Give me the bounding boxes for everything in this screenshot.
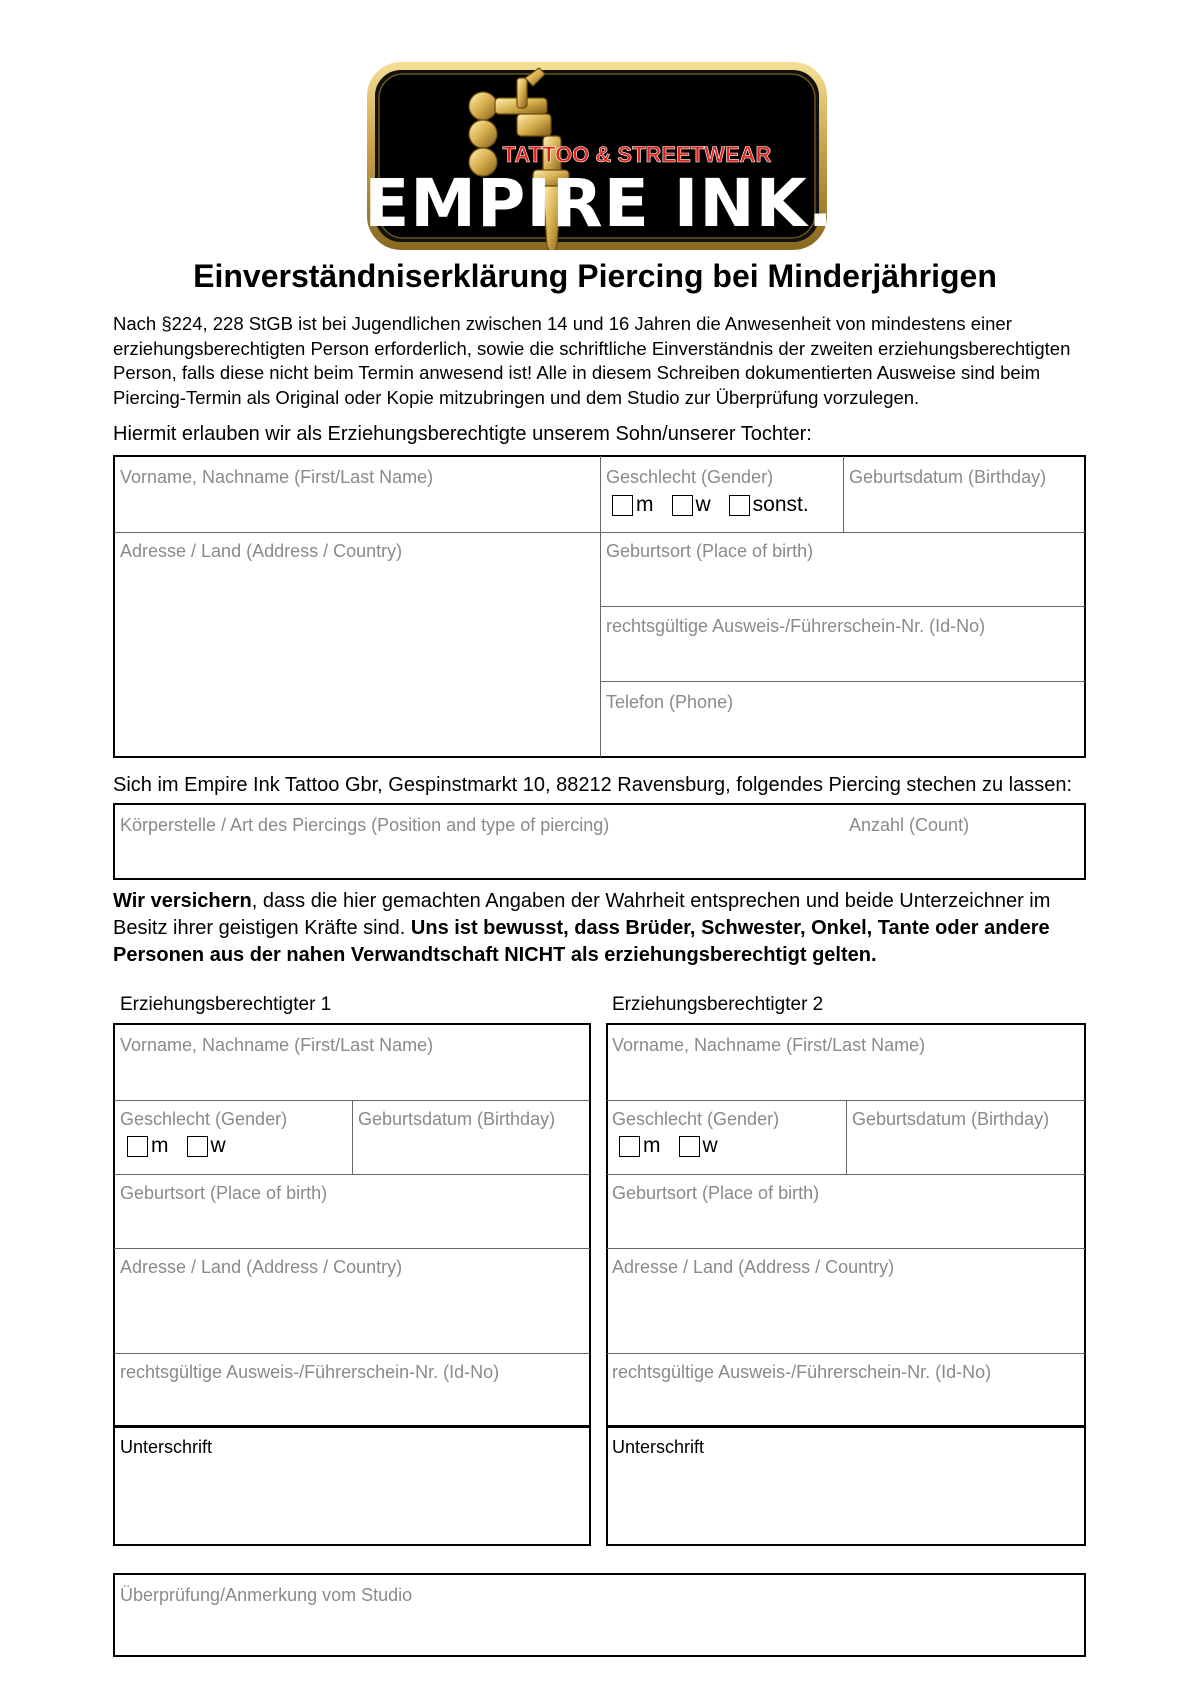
guardian-1-address-field[interactable]: Adresse / Land (Address / Country): [120, 1257, 403, 1277]
minor-birthplace-field[interactable]: Geburtsort (Place of birth): [606, 541, 814, 561]
page-title: Einverständniserklärung Piercing bei Minderjährigen: [193, 258, 997, 294]
guardian-2-id-field[interactable]: rechtsgültige Ausweis-/Führerschein-Nr. (Id-No): [612, 1362, 992, 1382]
intro-paragraph: Nach §224, 228 StGB ist bei Jugendlichen zwischen 14 und 16 Jahren die Anwesenheit von mindestens einer erziehungsberechtigten Person erforderlich, sowie die schriftliche Einverständnis der zweiten erziehungsberechtigten Person, falls diese nicht beim Termin anwesend ist! Alle in diesem Schreiben dokumentierten Ausweise sind beim Piercing-Termin als Original oder Kopie mitzubringen und dem Studio zur Überprüfung vorzulegen.: [113, 313, 1071, 408]
minor-id-field[interactable]: rechtsgültige Ausweis-/Führerschein-Nr. (Id-No): [606, 616, 986, 636]
declaration-text-1: , dass die hier gemachten Angaben der Wahrheit entsprechen und beide Unterzeichner im Besitz ihrer geistigen Kräfte sind.: [113, 890, 1051, 939]
studio-line: Sich im Empire Ink Tattoo Gbr, Gespinstmarkt 10, 88212 Ravensburg, folgendes Piercing stechen zu lassen:: [113, 774, 1073, 796]
minor-birthday-field[interactable]: Geburtsdatum (Birthday): [849, 467, 1047, 487]
piercing-count-field[interactable]: Anzahl (Count): [849, 815, 970, 835]
logo-graphic: [367, 58, 827, 250]
guardian-2-gender-m-checkbox[interactable]: [619, 1136, 640, 1157]
intro-text: [113, 312, 1093, 410]
guardian-1-birthplace-field[interactable]: Geburtsort (Place of birth): [120, 1183, 328, 1203]
declaration-bold-1: Wir versichern: [113, 890, 252, 912]
guardian-2-signature-label: Unterschrift: [612, 1437, 705, 1457]
guardian-1-id-field[interactable]: rechtsgültige Ausweis-/Führerschein-Nr. (Id-No): [120, 1362, 500, 1382]
guardian-1-gender-label: Geschlecht (Gender): [120, 1109, 288, 1129]
guardian-1-heading: Erziehungsberechtigter 1: [120, 994, 332, 1015]
guardian-1-birthday-field[interactable]: Geburtsdatum (Birthday): [358, 1109, 556, 1129]
guardian-2-name-field[interactable]: Vorname, Nachname (First/Last Name): [612, 1035, 926, 1055]
guardian-1-name-field[interactable]: Vorname, Nachname (First/Last Name): [120, 1035, 434, 1055]
minor-phone-field[interactable]: Telefon (Phone): [606, 692, 734, 712]
guardian-2-gender-label: Geschlecht (Gender): [612, 1109, 780, 1129]
guardian-2-gender-w-checkbox[interactable]: [679, 1136, 700, 1157]
guardian-2-birthplace-field[interactable]: Geburtsort (Place of birth): [612, 1183, 820, 1203]
minor-address-field[interactable]: Adresse / Land (Address / Country): [120, 541, 403, 561]
svg-text:EMPIRE INK.: EMPIRE INK.: [367, 165, 827, 242]
permission-line: Hiermit erlauben wir als Erziehungsberechtigte unserem Sohn/unserer Tochter:: [113, 423, 812, 445]
minor-gender-other-checkbox[interactable]: [729, 495, 750, 516]
guardian-1-signature-label: Unterschrift: [120, 1437, 213, 1457]
studio-remark-label: Überprüfung/Anmerkung vom Studio: [120, 1585, 413, 1605]
guardian-2-birthday-field[interactable]: Geburtsdatum (Birthday): [852, 1109, 1050, 1129]
guardian-1-gender-options: m w: [127, 1134, 244, 1158]
minor-name-field[interactable]: Vorname, Nachname (First/Last Name): [120, 467, 434, 487]
guardian-2-gender-options: m w: [619, 1134, 736, 1158]
piercing-position-field[interactable]: Körperstelle / Art des Piercings (Position and type of piercing): [120, 815, 610, 835]
declaration-text: [113, 888, 1093, 969]
minor-gender-label: Geschlecht (Gender): [606, 467, 774, 487]
guardian-1-gender-w-checkbox[interactable]: [187, 1136, 208, 1157]
svg-text:TATTOO & STREETWEAR: TATTOO & STREETWEAR: [502, 142, 772, 167]
guardian-2-address-field[interactable]: Adresse / Land (Address / Country): [612, 1257, 895, 1277]
minor-gender-m-checkbox[interactable]: [612, 495, 633, 516]
minor-gender-w-checkbox[interactable]: [672, 495, 693, 516]
minor-gender-options: m w sonst.: [612, 493, 827, 517]
declaration-bold-2: Uns ist bewusst, dass Brüder, Schwester, Onkel, Tante oder andere Personen aus der nahen Verwandtschaft NICHT als erziehungsberechtigt gelten.: [113, 917, 1050, 966]
guardian-2-heading: Erziehungsberechtigter 2: [612, 994, 824, 1015]
guardian-1-gender-m-checkbox[interactable]: [127, 1136, 148, 1157]
logo: [367, 58, 827, 250]
